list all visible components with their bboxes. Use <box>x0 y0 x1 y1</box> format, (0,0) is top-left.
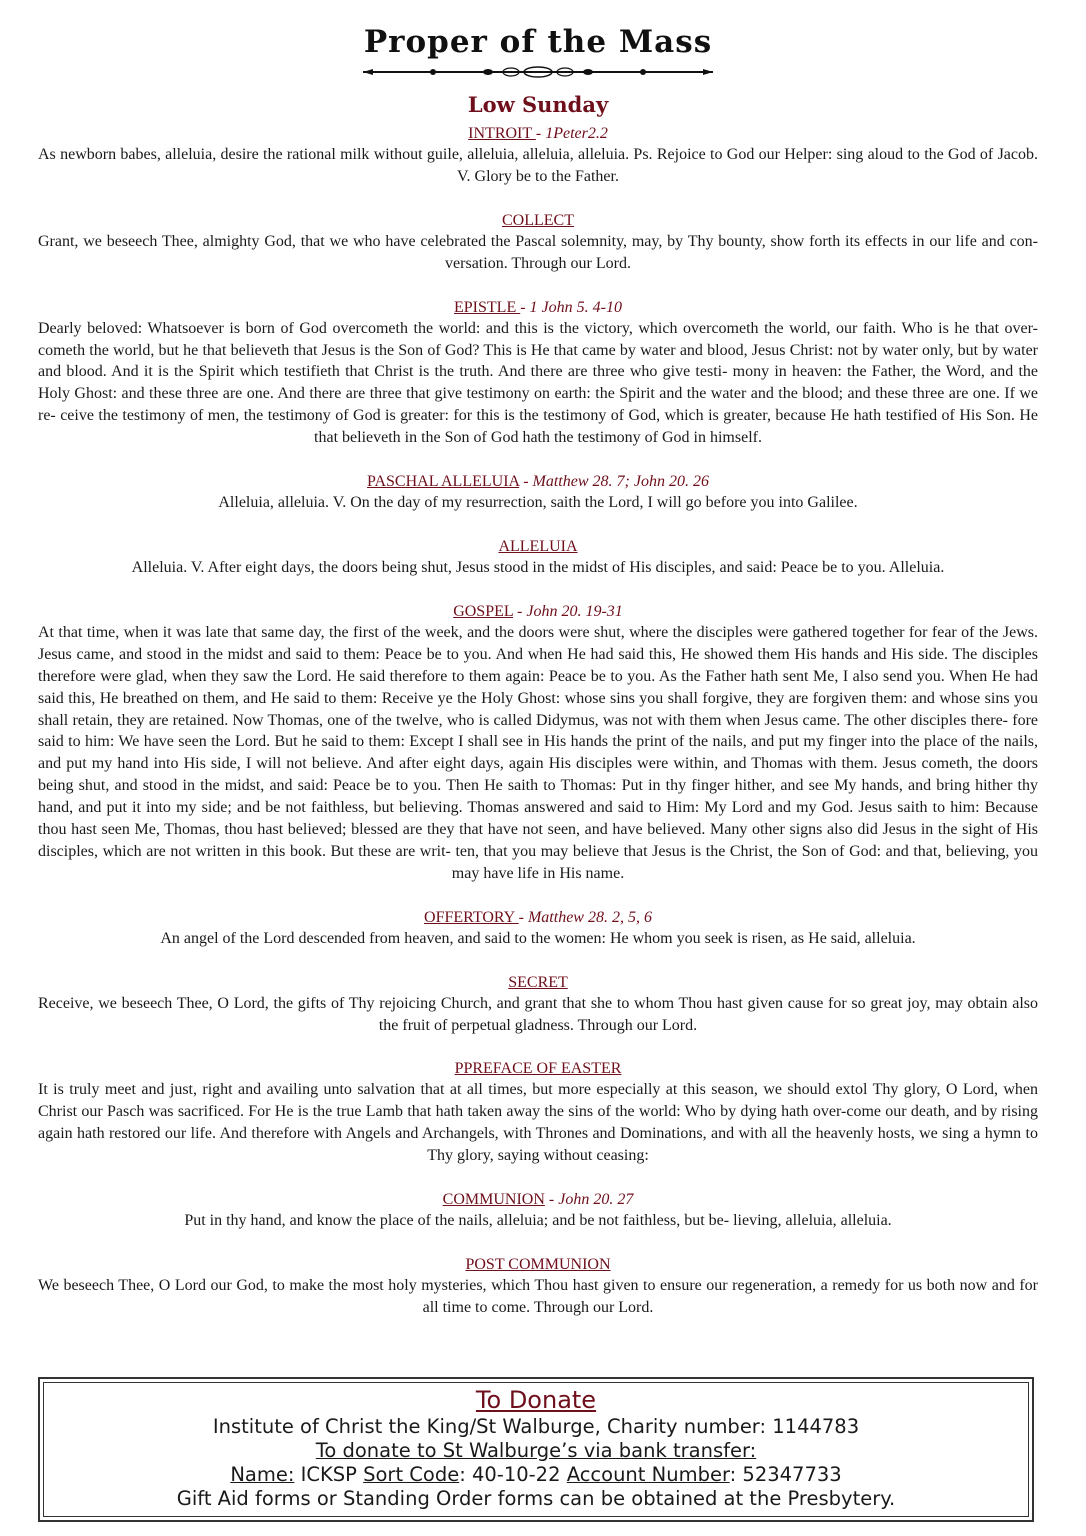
section-heading-label: GOSPEL <box>453 602 514 620</box>
bank-details-line <box>44 1463 1028 1487</box>
section-heading-separator: - <box>544 1191 559 1209</box>
account-number-value: : 52347733 <box>729 1463 842 1486</box>
name-value: ICKSP <box>294 1463 364 1486</box>
section-3 <box>38 471 1038 514</box>
section-heading <box>38 297 1038 318</box>
section-scripture-reference: 1Peter2.2 <box>545 125 608 142</box>
section-body-text: Alleluia, alleluia. V. On the day of my resurrection, saith the Lord, I will go before you into Galilee. <box>218 494 858 512</box>
section-scripture-reference: John 20. 27 <box>558 1191 634 1209</box>
page-title: Proper of the Mass <box>363 24 713 60</box>
section-heading-label: PPREFACE OF EASTER <box>454 1060 622 1078</box>
section-7 <box>38 972 1038 1037</box>
section-body-text: Dearly beloved: Whatsoever is born of God overcometh the world: and this is the victory, which overcometh the world, our faith. Who is he that over-cometh the world, but he that believeth that Jesus is the Son of God? This is He that came by water and blood, Jesus Christ: not by water only, but by water and blood. And it is the Spirit which testifieth that Christ is the truth. And there are three who give testi- mony in heaven: the Father, the Word, and the Holy Ghost: and these three are one. And there are three that give testimony on earth: the Spirit and the water and the blood; and these three are one. If we re- ceive the testimony of men, the testimony of God is greater: for this is the testimony of God, which is greater, because He hath testified of His Son. He that believeth in the Son of God hath the testimony of God in himself. <box>38 319 1038 447</box>
section-6 <box>38 907 1038 950</box>
section-4 <box>38 536 1038 579</box>
section-scripture-reference: John 20. 19-31 <box>526 602 623 620</box>
section-heading <box>38 536 1038 557</box>
section-heading-label: COLLECT <box>502 211 574 229</box>
section-body-text: Put in thy hand, and know the place of the nails, alleluia; and be not faithless, but be- lieving, alleluia, alleluia. <box>184 1212 892 1230</box>
charity-line: Institute of Christ the King/St Walburge, Charity number: 1144783 <box>212 1415 860 1438</box>
section-5 <box>38 601 1038 885</box>
section-heading-separator: - <box>518 908 528 926</box>
section-heading-label: OFFERTORY <box>424 908 519 926</box>
sort-code-label: Sort Code <box>363 1463 460 1486</box>
name-label: Name: <box>230 1463 295 1486</box>
section-8 <box>38 1058 1038 1167</box>
section-body-text: We beseech Thee, O Lord our God, to make the most holy mysteries, which Thou hast given to ensure our regeneration, a remedy for us both now and for all time to come. Through our Lord. <box>38 1277 1038 1316</box>
section-scripture-reference: 1 John 5. 4-10 <box>529 298 622 316</box>
section-heading-label: INTROIT <box>468 125 536 142</box>
section-heading <box>38 1189 1038 1210</box>
section-heading-label: COMMUNION <box>442 1191 545 1209</box>
section-heading-label: ALLELUIA <box>498 537 578 555</box>
section-heading <box>38 972 1038 993</box>
section-10 <box>38 1254 1038 1319</box>
section-heading <box>38 907 1038 928</box>
section-scripture-reference: Matthew 28. 7; John 20. 26 <box>532 473 709 491</box>
section-heading-separator: - <box>519 473 533 491</box>
ornamental-divider <box>363 64 713 80</box>
section-body-text: At that time, when it was late that same day, the first of the week, and the doors were shut, where the disciples were gathered together for fear of the Jews. Jesus came, and stood in the midst and said to them: Peace be to you. And when He had said this, He showed them His hands and His side. The disciples therefore were glad, when they saw the Lord. He said therefore to them again: Peace be to you. As the Father hath sent Me, I also send you. When He had said this, He breathed on them, and He said to them: Receive ye the Holy Ghost: whose sins you shall forgive, they are forgiven them: and whose sins you shall retain, they are retained. Now Thomas, one of the twelve, who is called Didymus, was not with them when Jesus came. The other disciples there- fore said to him: We have seen the Lord. But he said to them: Except I shall see in His hands the print of the nails, and put my finger into the place of the nails, and put my hand into His side, I will not believe. And after eight days, again His disciples were within, and Thomas with them. Jesus cometh, the doors being shut, and stood in the midst, and said: Peace be to you. Then He saith to Thomas: Put in thy finger hither, and see My hands, and bring hither thy hand, and put it into my side; and be not faithless, but believing. Thomas answered and said to Him: My Lord and my God. Jesus saith to him: Because thou hast seen Me, Thomas, thou hast believed; blessed are they that have not seen, and have believed. Many other signs also did Jesus in the sight of His disciples, which are not written in this book. But these are writ- ten, that you may believe that Jesus is the Christ, the Son of God: and that, believing, you may have life in His name. <box>38 623 1038 882</box>
section-scripture-reference: Matthew 28. 2, 5, 6 <box>527 908 652 926</box>
section-0 <box>38 123 1038 188</box>
page-subtitle: Low Sunday <box>467 92 609 117</box>
sort-code-value: : 40-10-22 <box>459 1463 567 1486</box>
donation-box <box>38 1377 1034 1522</box>
section-body-text: As newborn babes, alleluia, desire the rational milk without guile, alleluia, alleluia, alleluia. Ps. Rejoice to God our Helper: sing aloud to the God of Jacob. V. Glory be to the Father. <box>38 146 1038 185</box>
section-heading-label: POST COMMUNION <box>465 1256 611 1273</box>
mass-propers-page <box>38 0 1038 1319</box>
section-body-text: Alleluia. V. After eight days, the doors being shut, Jesus stood in the midst of His disciples, and said: Peace be to you. Alleluia. <box>131 558 945 576</box>
section-heading <box>38 1254 1038 1275</box>
forms-line: Gift Aid forms or Standing Order forms can be obtained at the Presbytery. <box>176 1487 896 1510</box>
section-body-text: An angel of the Lord descended from heaven, and said to the women: He whom you seek is risen, as He said, alleluia. <box>160 929 916 947</box>
section-body-text: It is truly meet and just, right and availing unto salvation that at all times, but more especially at this season, we should extol Thy glory, O Lord, when Christ our Pasch was sacrificed. For He is the true Lamb that hath taken away the sins of the world: Who by dying hath over-come our death, and by rising again hath restored our life. And therefore with Angels and Archangels, with Thrones and Dominations, and with all the heavenly hosts, we sing a hymn to Thy glory, saying without ceasing: <box>38 1081 1038 1165</box>
bank-transfer-heading: To donate to St Walburge’s via bank transfer: <box>315 1439 757 1462</box>
section-heading-label: EPISTLE <box>454 298 521 316</box>
section-heading <box>38 210 1038 231</box>
section-body-text: Grant, we beseech Thee, almighty God, that we who have celebrated the Pascal solemnity, may, by Thy bounty, show forth its effects in our life and con- versation. Through our Lord. <box>38 232 1038 272</box>
section-heading <box>38 471 1038 492</box>
account-number-label: Account Number <box>566 1463 730 1486</box>
section-body-text: Receive, we beseech Thee, O Lord, the gifts of Thy rejoicing Church, and grant that she to whom Thou hast given cause for so great joy, may obtain also the fruit of perpetual gladness. Through our Lord. <box>38 994 1038 1034</box>
section-1 <box>38 210 1038 275</box>
section-heading-separator: - <box>535 125 546 142</box>
section-heading-label: PASCHAL ALLELUIA <box>367 473 520 491</box>
section-2 <box>38 297 1038 449</box>
section-heading-separator: - <box>513 602 527 620</box>
section-heading <box>38 1058 1038 1079</box>
section-heading <box>38 601 1038 622</box>
section-heading-separator: - <box>520 298 530 316</box>
section-heading-label: SECRET <box>508 973 568 991</box>
donate-title: To Donate <box>475 1386 597 1414</box>
section-heading <box>38 123 1038 144</box>
propers-sections <box>38 123 1038 1319</box>
section-9 <box>38 1189 1038 1232</box>
donation-box-inner-border <box>43 1382 1029 1517</box>
